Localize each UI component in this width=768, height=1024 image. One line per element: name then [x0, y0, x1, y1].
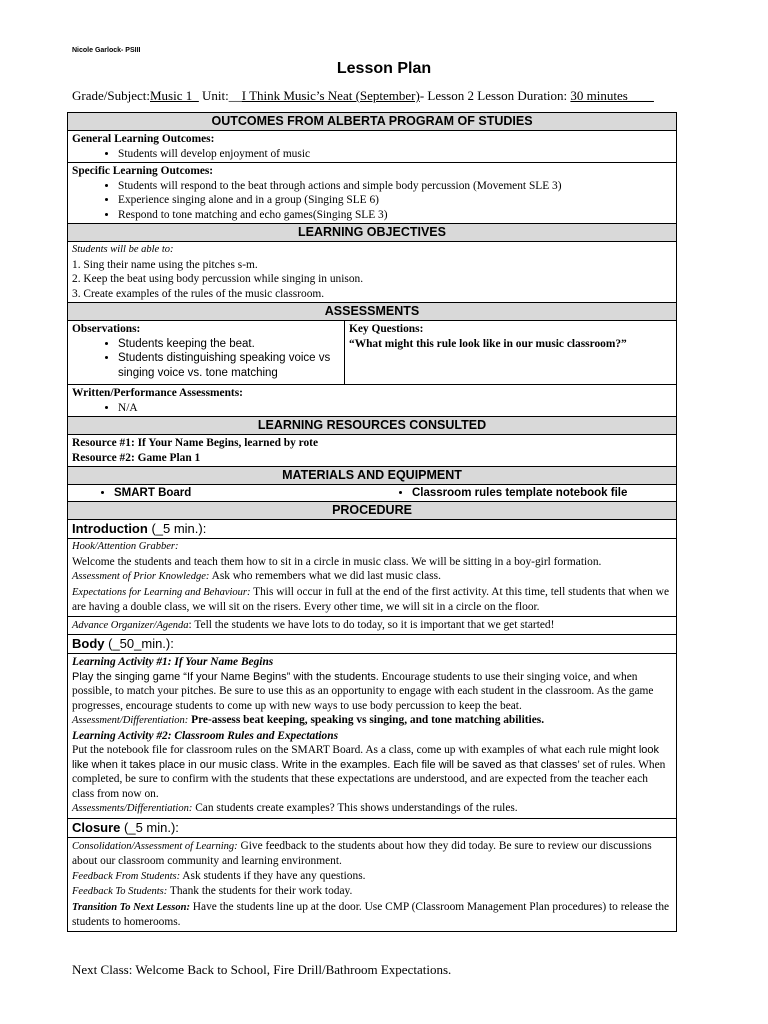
activity-1-text [72, 670, 672, 714]
agenda-text: : Tell the students we have lots to do today, so it is important that we get started! [188, 618, 555, 631]
list-item: • Students will develop enjoyment of music [118, 147, 672, 162]
next-class-note: Next Class: Welcome Back to School, Fire Drill/Bathroom Expectations. [72, 962, 452, 977]
materials-col-1 [68, 485, 378, 501]
list-item: 3. Create examples of the rules of the music classroom. [72, 287, 325, 300]
activity-1-assessment-text: Pre-assess beat keeping, speaking vs singing, and tone matching abilities. [188, 714, 545, 726]
materials-heading: MATERIALS AND EQUIPMENT [68, 466, 676, 484]
activity-1-label: Learning Activity #1: If Your Name Begins [72, 656, 274, 668]
resources-heading: LEARNING RESOURCES CONSULTED [68, 416, 676, 434]
closure-heading [68, 818, 676, 837]
list-item: • Experience singing alone and in a group (Singing SLE 6) [118, 193, 672, 208]
objectives-section [68, 241, 676, 302]
unit-value: I Think Music’s Neat (September) [241, 88, 420, 103]
introduction-section [68, 538, 676, 616]
feedback-to-block [72, 884, 672, 900]
activity-2-text-1: Put the notebook file for classroom rules on the SMART Board. As a class, come up with examples of what each rule [72, 744, 609, 756]
feedback-from-label: Feedback From Students: [72, 870, 181, 882]
list-item: • SMART Board [114, 485, 378, 501]
key-question: “What might this rule look like in our music classroom?” [349, 337, 627, 350]
duration-label: Lesson Duration: [474, 88, 571, 103]
list-item: • Students will respond to the beat through actions and simple body percussion (Movement SLE 3) [118, 179, 672, 194]
expectations-text: This will occur in full at the end of the first activity. At this time, tell students that when we are having a double class, we will sit on the risers. Every other time, we will sit in a circle on the floor. [72, 585, 670, 613]
activity-2-label: Learning Activity #2: Classroom Rules and Expectations [72, 729, 339, 742]
agenda-section [68, 616, 676, 635]
specific-outcomes-label: Specific Learning Outcomes: [72, 165, 214, 177]
expectations-block [72, 585, 672, 615]
hook-block [72, 540, 672, 569]
activity-2-assessment-text: Can students create examples? This shows understandings of the rules. [192, 802, 518, 814]
body-heading [68, 634, 676, 653]
consolidation-block [72, 839, 672, 869]
list-item: 1. Sing their name using the pitches s-m. [72, 258, 258, 271]
outcomes-section [68, 130, 676, 162]
feedback-to-text: Thank the students for their work today. [167, 885, 353, 897]
list-item: Resource #2: Game Plan 1 [72, 451, 201, 464]
objectives-heading: LEARNING OBJECTIVES [68, 223, 676, 241]
expectations-label: Expectations for Learning and Behaviour: [72, 586, 251, 598]
hook-text: Welcome the students and teach them how to sit in a circle in music class. We will be sitting in a boy-girl formation. [72, 555, 602, 568]
written-assessments-label: Written/Performance Assessments: [72, 387, 243, 399]
key-questions-label: Key Questions: [349, 323, 424, 335]
procedure-heading: PROCEDURE [68, 501, 676, 519]
body-section [68, 653, 676, 818]
duration-value: 30 minutes____ [570, 88, 654, 103]
feedback-to-label: Feedback To Students: [72, 886, 168, 897]
introduction-time: (_5 min.): [147, 521, 207, 536]
materials-col-2 [378, 485, 627, 501]
specific-outcomes-list [72, 179, 672, 223]
introduction-heading [68, 519, 676, 538]
general-outcomes-list [72, 147, 672, 162]
key-questions-cell [345, 321, 676, 384]
feedback-from-block [72, 869, 672, 885]
list-item: • Students distinguishing speaking voice vs singing voice vs. tone matching [118, 351, 340, 380]
prior-knowledge-label: Assessment of Prior Knowledge: [72, 571, 210, 582]
activity-2-text [72, 743, 672, 801]
list-item: • Students keeping the beat. [118, 337, 340, 352]
general-outcomes-label: General Learning Outcomes: [72, 133, 215, 145]
closure-time: (_5 min.): [120, 819, 179, 835]
lesson-plan-table [67, 112, 677, 932]
hook-label: Hook/Attention Grabber: [72, 541, 179, 552]
grade-label: Grade/Subject: [72, 88, 150, 103]
outcomes-heading: OUTCOMES FROM ALBERTA PROGRAM OF STUDIES [68, 113, 676, 130]
specific-outcomes-section [68, 162, 676, 223]
prior-knowledge-block [72, 569, 672, 585]
transition-text: Have the students line up at the door. Use CMP (Classroom Management Plan procedures) to release the students to homerooms. [72, 900, 670, 928]
materials-row [68, 484, 676, 501]
observations-list [72, 337, 340, 381]
grade-value: Music 1_ [149, 88, 199, 103]
list-item: 2. Keep the beat using body percussion while singing in unison. [72, 273, 364, 285]
objectives-intro: Students will be able to: [72, 244, 174, 255]
activity-1-assessment-label: Assessment/Differentiation: [72, 715, 189, 726]
consolidation-text: Give feedback to the students about how they did today. Be sure to review our discussions about our classroom community and learning environment. [72, 839, 652, 867]
transition-block [72, 900, 672, 930]
body-time: (_50_min.): [104, 636, 174, 651]
unit-label: Unit:__ [198, 88, 242, 103]
transition-label: Transition To Next Lesson: [72, 901, 190, 913]
consolidation-label: Consolidation/Assessment of Learning: [72, 840, 238, 852]
agenda-label: Advance Organizer/Agenda [72, 619, 189, 631]
activity-2-assessment [72, 801, 672, 817]
list-item: • N/A [118, 401, 672, 416]
introduction-label: Introduction [72, 521, 148, 536]
observations-cell [68, 321, 345, 384]
assessments-heading: ASSESSMENTS [68, 302, 676, 320]
written-assessments-section [68, 384, 676, 416]
activity-2-text-3: set of rules. When completed, be sure to confirm with the students that these expectations are understood, and are expected from the teacher each class from now on. [72, 758, 666, 800]
list-item: Resource #1: If Your Name Begins, learned by rote [72, 437, 319, 449]
list-item: • Respond to tone matching and echo games(Singing SLE 3) [118, 208, 672, 223]
observations-label: Observations: [72, 323, 141, 335]
written-assessments-list [72, 401, 672, 416]
lesson-number: - Lesson 2 [419, 88, 474, 103]
list-item: • Classroom rules template notebook file [412, 485, 627, 501]
feedback-from-text: Ask students if they have any questions. [180, 869, 366, 882]
page-title: Lesson Plan [336, 60, 432, 77]
activity-2-assessment-label: Assessments/Differentiation: [72, 803, 193, 814]
activity-2-text-2: might look like when it takes place in our music class. Write in the examples. Each file will be saved as that classes’ [72, 744, 660, 771]
resources-section [68, 434, 676, 466]
lesson-info-line [72, 88, 654, 104]
activity-1-body: . Encourage students to use their singing voice, and when possible, to match your pitches. Be sure to use this as an opportunity to engage with each student in the classroom. As the game progresses, encourage students to come up with new ways to use body percussion to keep the beat. [72, 670, 654, 712]
body-label: Body [72, 636, 105, 651]
closure-section [68, 837, 676, 931]
author-name: Nicole Garlock- PSIII [72, 47, 141, 54]
assessments-row [68, 320, 676, 384]
prior-knowledge-text: Ask who remembers what we did last music class. [209, 570, 441, 582]
closure-label: Closure [72, 819, 121, 835]
activity-1-assessment [72, 713, 672, 729]
activity-1-lead: Play the singing game “If your Name Begins” with the students [72, 670, 376, 683]
